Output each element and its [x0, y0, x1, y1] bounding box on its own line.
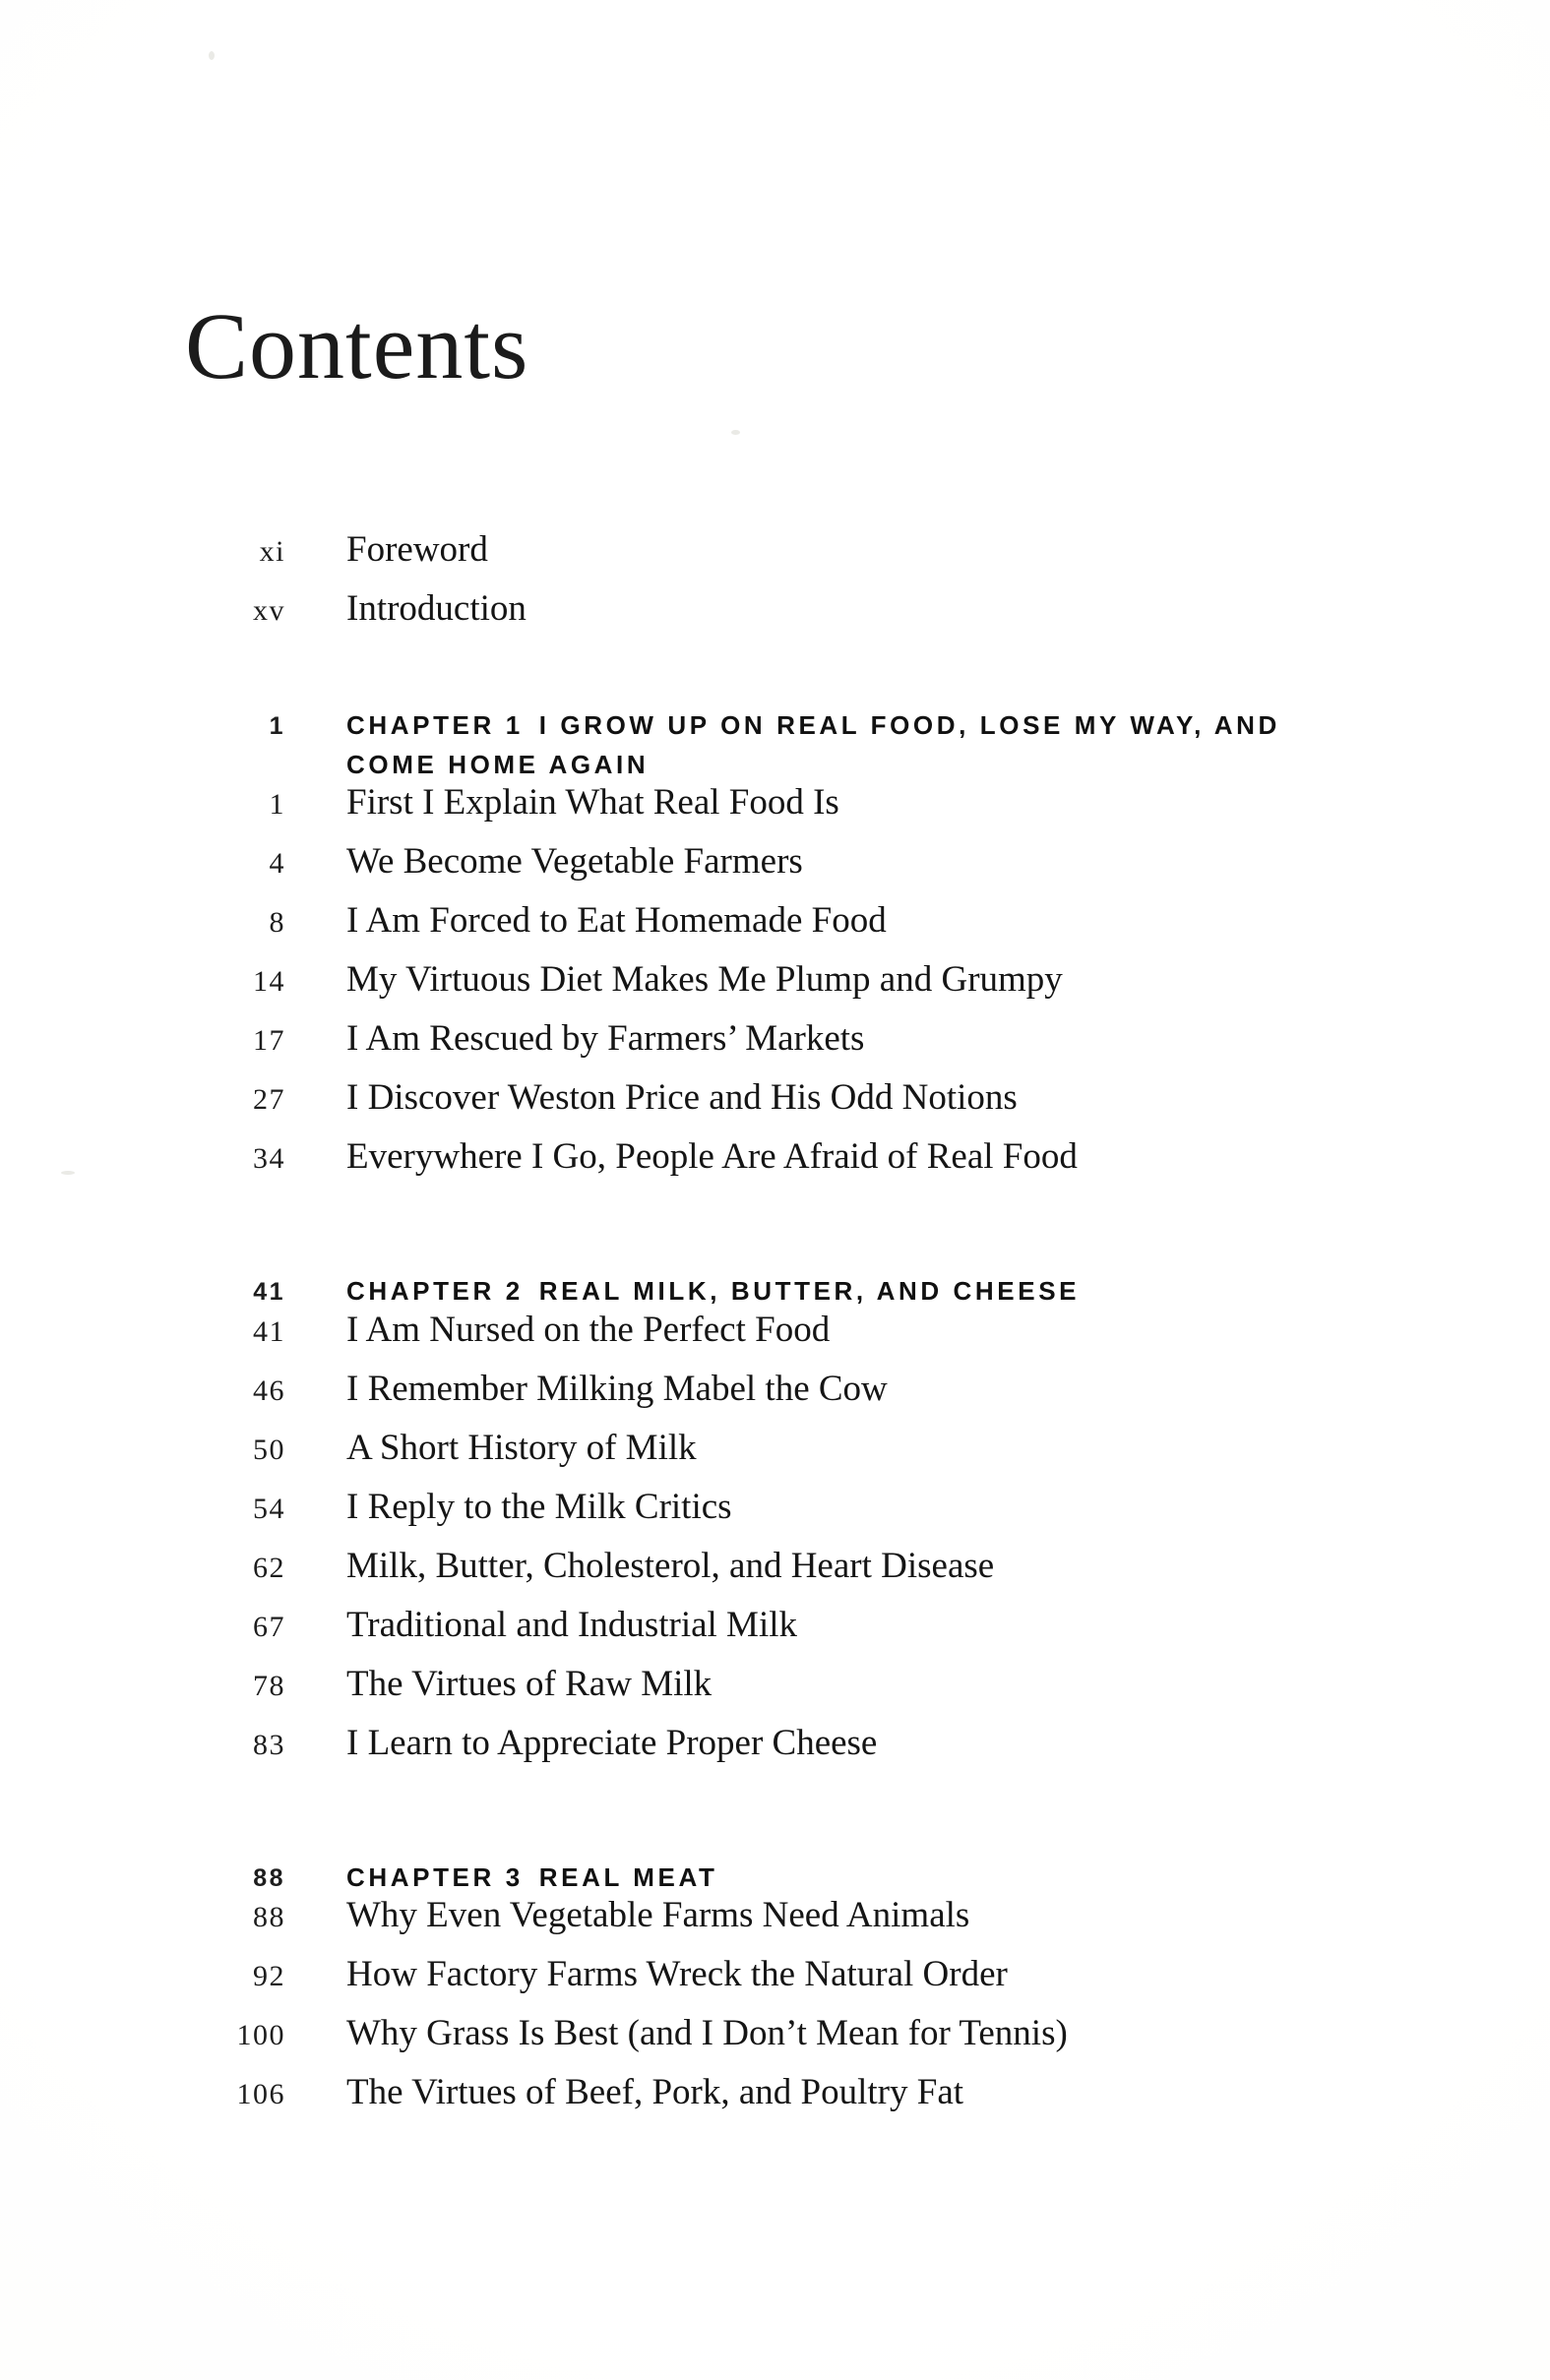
toc-page-number: xv — [253, 594, 285, 627]
toc-entry-row[interactable] — [0, 1368, 1550, 1430]
toc-entry-label: Traditional and Industrial Milk — [346, 1604, 798, 1645]
toc-chapter-tag: CHAPTER 2 — [346, 1276, 524, 1307]
toc-entry-label: The Virtues of Raw Milk — [346, 1663, 713, 1704]
toc-entry-label: Milk, Butter, Cholesterol, and Heart Disease — [346, 1545, 995, 1586]
toc-entry-label: I Remember Milking Mabel the Cow — [346, 1368, 888, 1409]
toc-chapter-tag: CHAPTER 3 — [346, 1861, 524, 1892]
toc-entry-row[interactable] — [0, 1309, 1550, 1371]
toc-page-number: 4 — [269, 847, 285, 881]
toc-chapter-title — [285, 706, 1340, 784]
toc-entry-row[interactable] — [0, 902, 1550, 961]
toc-section-gap — [0, 1197, 1550, 1272]
page-title: Contents — [185, 293, 529, 399]
toc-chapter-title — [285, 1859, 1340, 1898]
toc-chapter-title — [285, 1272, 1340, 1312]
toc-entry-row[interactable] — [0, 590, 1550, 649]
toc-page-number: 41 — [253, 1314, 285, 1348]
toc-entry-row[interactable] — [0, 843, 1550, 902]
toc-page-number: 41 — [253, 1278, 285, 1307]
toc-entry-label: The Virtues of Beef, Pork, and Poultry Fat — [346, 2072, 964, 2113]
toc-entry-label: We Become Vegetable Farmers — [346, 841, 803, 883]
toc-page-number: 27 — [253, 1083, 285, 1117]
toc-list — [0, 531, 1550, 2133]
toc-section-gap — [0, 649, 1550, 706]
toc-entry-label: I Learn to Appreciate Proper Cheese — [346, 1722, 878, 1763]
toc-page-number: 50 — [253, 1433, 285, 1466]
toc-entry-label: How Factory Farms Wreck the Natural Order — [346, 1954, 1008, 1995]
toc-page-number: 88 — [253, 1863, 285, 1892]
toc-page-number: 54 — [253, 1492, 285, 1525]
toc-entry-label: Foreword — [346, 529, 488, 570]
toc-entry-label: Why Grass Is Best (and I Don’t Mean for Tennis) — [346, 2013, 1068, 2054]
toc-entry-label: I Discover Weston Price and His Odd Notions — [346, 1077, 1018, 1119]
toc-entry-row[interactable] — [0, 1722, 1550, 1784]
toc-entry-label: I Reply to the Milk Critics — [346, 1486, 732, 1527]
toc-entry-row[interactable] — [0, 2015, 1550, 2074]
toc-entry-label: I Am Rescued by Farmers’ Markets — [346, 1018, 865, 1060]
toc-entry-row[interactable] — [0, 961, 1550, 1020]
toc-page-number: 14 — [253, 965, 285, 999]
toc-page-number: 78 — [253, 1669, 285, 1702]
toc-page-number: 100 — [236, 2019, 285, 2052]
toc-entry-label: Why Even Vegetable Farms Need Animals — [346, 1895, 970, 1936]
toc-entry-label: First I Explain What Real Food Is — [346, 782, 839, 824]
toc-entry-row[interactable] — [0, 2074, 1550, 2133]
toc-chapter-title-text: REAL MILK, BUTTER, AND CHEESE — [538, 1276, 1081, 1307]
toc-entry-row[interactable] — [0, 1079, 1550, 1138]
toc-page-number: 62 — [253, 1551, 285, 1584]
toc-entry-label: Everywhere I Go, People Are Afraid of Real Food — [346, 1136, 1078, 1178]
toc-entry-label: A Short History of Milk — [346, 1427, 697, 1468]
toc-entry-row[interactable] — [0, 531, 1550, 590]
toc-entry-row[interactable] — [0, 1427, 1550, 1489]
toc-page-number: 88 — [253, 1901, 285, 1934]
toc-entry-label: Introduction — [346, 588, 527, 629]
toc-entry-row[interactable] — [0, 1545, 1550, 1607]
toc-entry-row[interactable] — [0, 1663, 1550, 1725]
toc-section-gap — [0, 1784, 1550, 1859]
toc-entry-row[interactable] — [0, 1486, 1550, 1548]
toc-page-number: 46 — [253, 1373, 285, 1407]
toc-entry-label: I Am Forced to Eat Homemade Food — [346, 900, 887, 942]
toc-chapter-title-text: I GROW UP ON REAL FOOD, LOSE MY WAY, AND COME HOME AGAIN — [346, 710, 1280, 779]
toc-page-number: 1 — [269, 788, 285, 822]
toc-entry-row[interactable] — [0, 1897, 1550, 1956]
toc-chapter-title-text: REAL MEAT — [538, 1861, 718, 1892]
toc-chapter-heading-row[interactable] — [0, 1272, 1550, 1312]
toc-entry-label: My Virtuous Diet Makes Me Plump and Grumpy — [346, 959, 1063, 1001]
toc-page-number: 34 — [253, 1142, 285, 1176]
toc-chapter-tag: CHAPTER 1 — [346, 710, 524, 740]
toc-page-number: 1 — [269, 712, 285, 740]
toc-page-number: 67 — [253, 1610, 285, 1643]
toc-page-number: 106 — [236, 2078, 285, 2111]
toc-page-number: xi — [259, 535, 285, 568]
toc-entry-row[interactable] — [0, 1956, 1550, 2015]
toc-entry-label: I Am Nursed on the Perfect Food — [346, 1309, 831, 1350]
toc-page-number: 8 — [269, 906, 285, 940]
toc-page-number: 17 — [253, 1024, 285, 1058]
toc-chapter-heading-row[interactable] — [0, 1859, 1550, 1898]
toc-entry-row[interactable] — [0, 1604, 1550, 1666]
toc-chapter-heading-row[interactable] — [0, 706, 1550, 784]
toc-page-number: 92 — [253, 1960, 285, 1993]
toc-entry-row[interactable] — [0, 784, 1550, 843]
toc-entry-row[interactable] — [0, 1138, 1550, 1197]
toc-entry-row[interactable] — [0, 1020, 1550, 1079]
toc-body — [0, 531, 1550, 2133]
toc-page-number: 83 — [253, 1728, 285, 1761]
